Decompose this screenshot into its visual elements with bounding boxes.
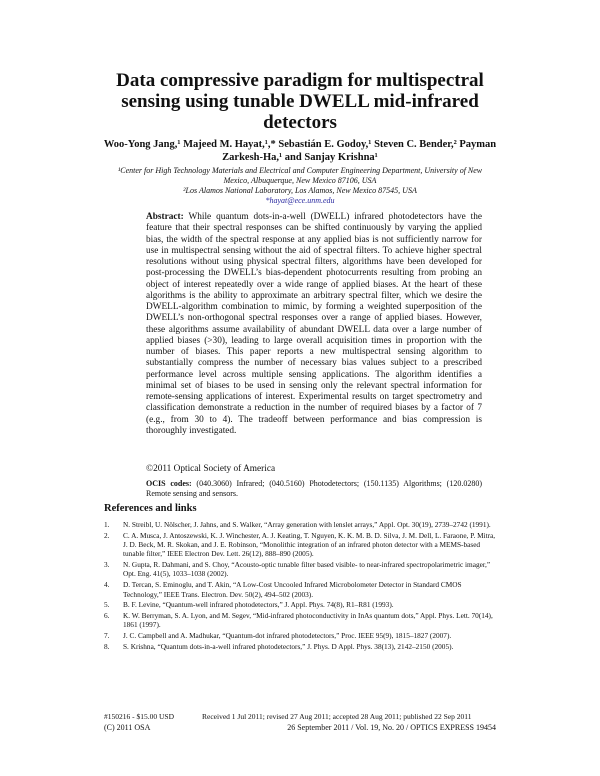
reference-number: 8. xyxy=(104,642,110,652)
author-list: Woo-Yong Jang,¹ Majeed M. Hayat,¹,* Sebastián E. Godoy,¹ Steven C. Bender,² Payman Zarkesh-Ha,¹ and Sanjay Krishna¹ xyxy=(103,139,497,163)
journal-citation: 26 September 2011 / Vol. 19, No. 20 / OPTICS EXPRESS 19454 xyxy=(287,723,496,732)
reference-text: D. Tercan, S. Eminoglu, and T. Akin, “A Low-Cost Uncooled Infrared Microbolometer Detector in Standard CMOS Technology,” IEEE Trans. Electron. Dev. 50(2), 494–502 (2003). xyxy=(123,580,462,599)
reference-text: J. C. Campbell and A. Madhukar, “Quantum-dot infrared photodetectors,” Proc. IEEE 95(9), 1815–1827 (2007). xyxy=(123,631,452,641)
abstract xyxy=(146,212,482,437)
references-heading: References and links xyxy=(104,503,197,514)
ocis-codes xyxy=(146,479,482,499)
copyright-notice: ©2011 Optical Society of America xyxy=(146,464,276,474)
publication-history: Received 1 Jul 2011; revised 27 Aug 2011; accepted 28 Aug 2011; published 22 Sep 2011 xyxy=(202,712,472,721)
reference-text: C. A. Musca, J. Antoszewski, K. J. Winchester, A. J. Keating, T. Nguyen, K. K. M. B. D. Silva, J. M. Dell, L. Faraone, P. Mitra, J. D. Beck, M. R. Skokan, and J. E. Robinson, “Monolithic integration of an infrared photon detector with a MEMS-based tunable filter,” IEEE Electron Dev. Lett. 26(12), 888–890 (2005). xyxy=(123,530,496,559)
abstract-label: Abstract: xyxy=(146,212,184,222)
affiliation-1: ¹Center for High Technology Materials and Electrical and Computer Engineering Department, University of New Mexico, Albuquerque, New Mexico 87106, USA xyxy=(117,166,483,185)
reference-number: 3. xyxy=(104,560,110,570)
reference-text: S. Krishna, “Quantum dots-in-a-well infrared photodetectors,” J. Phys. D Appl. Phys. 38(13), 2142–2150 (2005). xyxy=(123,642,454,652)
affiliation-2: ²Los Alamos National Laboratory, Los Alamos, New Mexico 87545, USA xyxy=(183,186,417,195)
reference-item xyxy=(104,600,498,609)
reference-item xyxy=(104,520,498,529)
reference-item xyxy=(104,531,498,559)
ocis-text: (040.3060) Infrared; (040.5160) Photodetectors; (150.1135) Algorithms; (120.0280) Remote sensing and sensors. xyxy=(146,479,482,498)
reference-text: N. Streibl, U. Nölscher, J. Jahns, and S. Walker, “Array generation with lenslet arrays,” Appl. Opt. 30(19), 2739–2742 (1991). xyxy=(123,520,491,529)
ocis-label: OCIS codes: xyxy=(146,479,192,488)
affiliations xyxy=(110,166,490,206)
reference-item xyxy=(104,642,498,651)
article-id: #150216 - $15.00 USD xyxy=(104,712,175,721)
reference-number: 7. xyxy=(104,631,110,641)
reference-item xyxy=(104,631,498,640)
reference-number: 2. xyxy=(104,530,110,540)
corresponding-email[interactable]: *hayat@ece.unm.edu xyxy=(265,196,335,205)
reference-text: N. Gupta, R. Dahmani, and S. Choy, “Acousto-optic tunable filter based visible- to near-infrared spectropolarimetric imager,” Opt. Eng. 41(5), 1033–1038 (2002). xyxy=(123,560,491,579)
reference-item xyxy=(104,580,498,599)
reference-text: K. W. Berryman, S. A. Lyon, and M. Segev, “Mid-infrared photoconductivity in InAs quantum dots,” Appl. Phys. Lett. 70(14), 1861 (1997). xyxy=(123,611,493,630)
reference-item xyxy=(104,560,498,579)
reference-list xyxy=(104,520,498,653)
reference-number: 4. xyxy=(104,580,110,590)
reference-number: 6. xyxy=(104,611,110,621)
reference-item xyxy=(104,611,498,630)
reference-number: 5. xyxy=(104,600,110,610)
reference-text: B. F. Levine, “Quantum-well infrared photodetectors,” J. Appl. Phys. 74(8), R1–R81 (1993). xyxy=(123,600,394,610)
reference-number: 1. xyxy=(104,520,110,529)
footer-copyright: (C) 2011 OSA xyxy=(104,723,151,732)
abstract-text: While quantum dots-in-a-well (DWELL) infrared photodetectors have the feature that their spectral responses can be shifted continuously by varying the applied bias, the width of the spectral response at any applied bias is not sufficiently narrow for use in multispectral sensing without the aid of spectral filters. To achieve higher spectral resolutions without using physical spectral filters, algorithms have been developed for post-processing the DWELL’s bias-dependent photocurrents resulting from probing an object of interest repeatedly over a wide range of applied biases. At the heart of these algorithms is the ability to approximate an arbitrary spectral filter, which we desire the DWELL-algorithm combination to mimic, by forming a weighted superposition of the DWELL’s non-orthogonal spectral responses over a range of applied biases. However, these algorithms assume availability of abundant DWELL data over a large number of applied biases (>30), leading to large overall acquisition times in proportion with the number of biases. This paper reports a new multispectral sensing algorithm to substantially compress the number of necessary bias values subject to a prescribed performance level across multiple sensing applications. The algorithm identifies a minimal set of biases to be used in sensing only the relevant spectral information for remote-sensing applications of interest. Experimental results on target spectrometry and classification demonstrate a reduction in the number of required biases by a factor of 7 (e.g., from 30 to 4). The tradeoff between performance and bias compression is thoroughly investigated. xyxy=(146,212,483,436)
paper-title: Data compressive paradigm for multispectral sensing using tunable DWELL mid-infrared detectors xyxy=(116,70,484,133)
